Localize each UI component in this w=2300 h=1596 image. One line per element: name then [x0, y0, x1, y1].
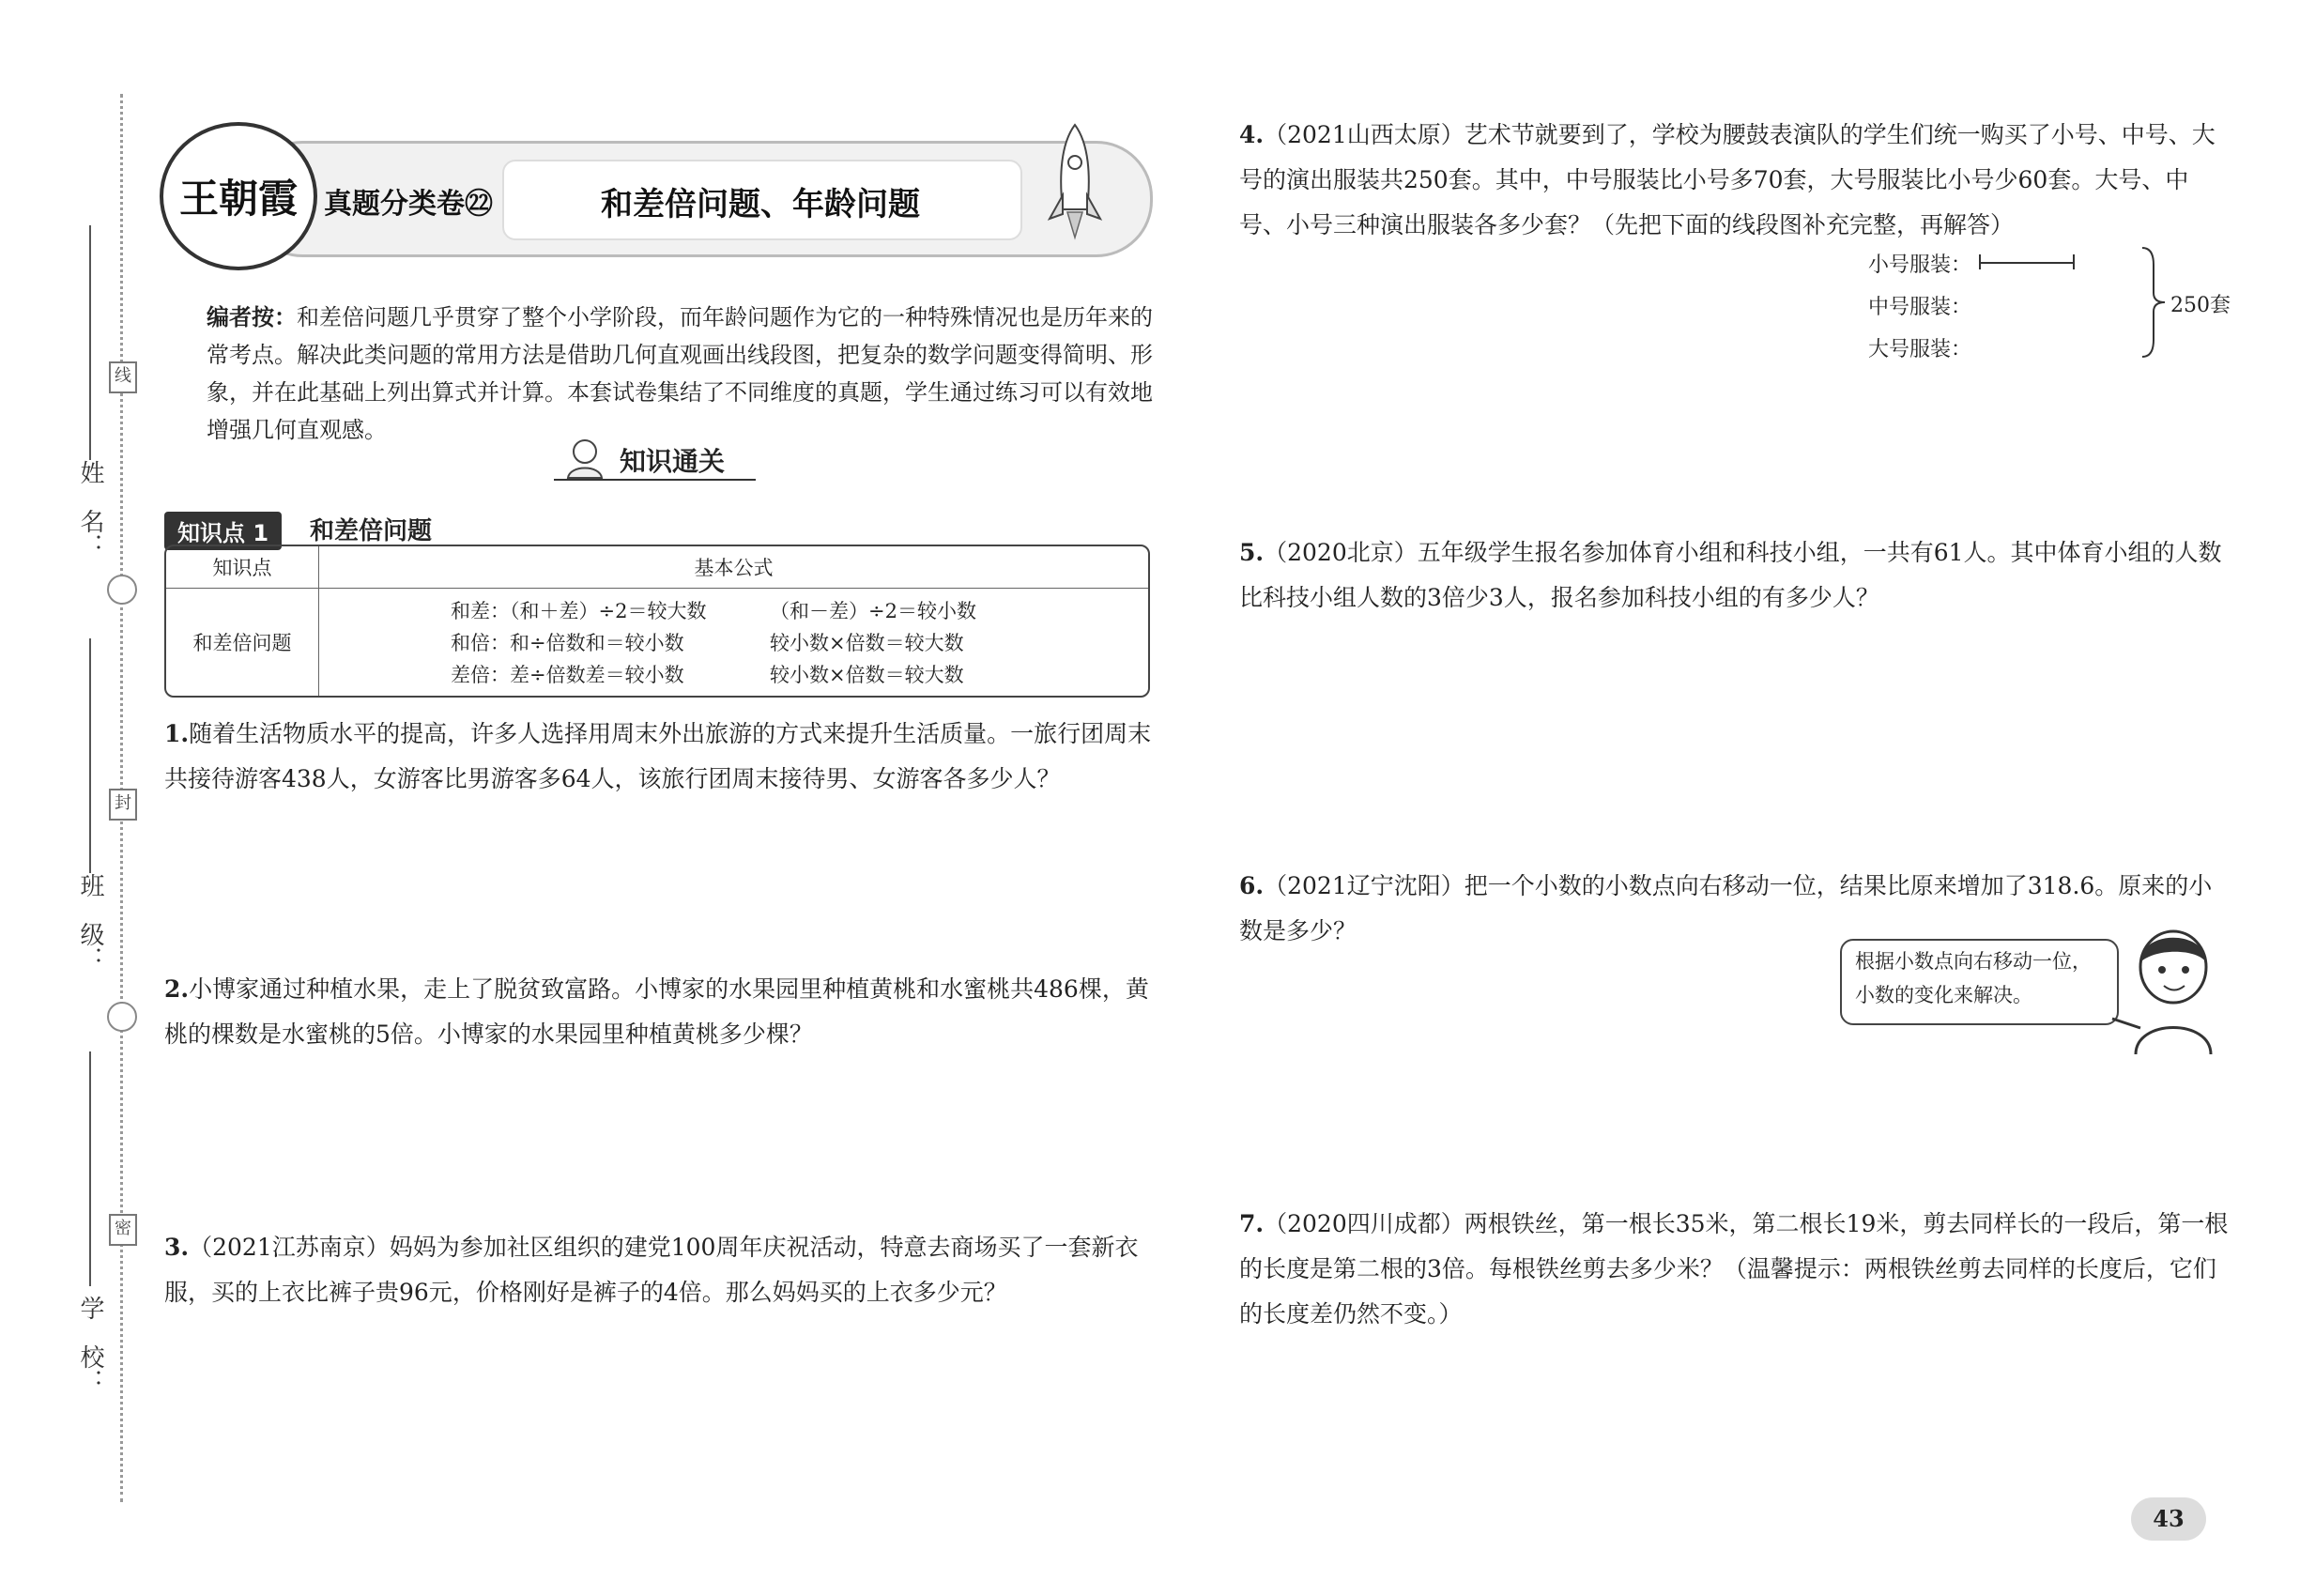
table-header: 基本公式 — [319, 546, 1148, 589]
question-number: 6. — [1239, 872, 1265, 899]
formula-table — [164, 545, 1150, 698]
knowledge-point-title: 和差倍问题 — [310, 517, 433, 545]
question-1 — [164, 712, 1155, 802]
diagram-large-label: 大号服装： — [1868, 338, 1972, 361]
seal-xian: 线 — [109, 361, 137, 393]
diagram-brace — [2140, 246, 2169, 359]
formula-cell — [319, 589, 1148, 696]
knowledge-point-tag: 知识点 1 — [164, 512, 282, 550]
school-line — [89, 1051, 91, 1286]
teacher-illustration — [2103, 925, 2234, 1056]
table-row-label: 和差倍问题 — [166, 589, 319, 696]
question-number: 4. — [1239, 121, 1265, 148]
question-number: 7. — [1239, 1210, 1265, 1237]
question-2 — [164, 967, 1155, 1057]
question-text: （2021江苏南京）妈妈为参加社区组织的建党100周年庆祝活动，特意去商场买了一套新衣服，买的上衣比裤子贵96元，价格刚好是裤子的4倍。那么妈妈买的上衣多少元？ — [164, 1234, 1139, 1306]
formula-text: （和－差）÷2＝较小数 — [770, 600, 976, 622]
question-text: 随着生活物质水平的提高，许多人选择用周末外出旅游的方式来提升生活质量。一旅行团周末共接待游客438人，女游客比男游客多64人，该旅行团周末接待男、女游客各多少人？ — [164, 720, 1152, 792]
editor-note — [207, 299, 1155, 449]
table-header: 知识点 — [166, 546, 319, 589]
binding-hole-2 — [107, 1002, 137, 1032]
binding-hole-1 — [107, 575, 137, 605]
editor-note-label: 编者按： — [207, 304, 297, 330]
class-label: 班 级： — [76, 873, 104, 971]
name-line — [89, 225, 91, 460]
question-text: （2020北京）五年级学生报名参加体育小组和科技小组，一共有61人。其中体育小组的人数比科技小组人数的3倍少3人，报名参加科技小组的有多少人？ — [1239, 539, 2222, 611]
diagram-tick — [1979, 254, 1981, 269]
diagram-medium-label: 中号服装： — [1868, 296, 1972, 319]
section-title: 知识通关 — [620, 446, 726, 477]
seal-feng: 封 — [109, 789, 137, 821]
question-text: （2021山西太原）艺术节就要到了，学校为腰鼓表演队的学生们统一购买了小号、中号、大号的演出服装共250套。其中，中号服装比小号多70套，大号服装比小号少60套。大号、中号、小号三种演出服装各多少套？（先把下面的线段图补充完整，再解答） — [1239, 121, 2216, 238]
question-5 — [1239, 530, 2230, 621]
diagram-small-segment — [1979, 262, 2073, 264]
diagram-total: 250套 — [2170, 294, 2231, 317]
paper-tag: 真题分类卷㉒ — [324, 188, 493, 221]
brand-logo — [160, 122, 317, 270]
table-row — [166, 589, 1148, 696]
class-line — [89, 638, 91, 873]
diagram-small-label: 小号服装： — [1868, 253, 1972, 277]
question-7 — [1239, 1202, 2230, 1337]
name-label: 姓 名： — [76, 460, 104, 558]
logo-text: 王朝霞 — [178, 176, 298, 222]
question-3 — [164, 1225, 1155, 1315]
question-number: 2. — [164, 975, 190, 1003]
hint-bubble: 根据小数点向右移动一位，小数的变化来解决。 — [1840, 939, 2119, 1025]
question-text: （2020四川成都）两根铁丝，第一根长35米，第二根长19米，剪去同样长的一段后，第一根的长度是第二根的3倍。每根铁丝剪去多少米？（温馨提示：两根铁丝剪去同样的长度后，它们的长度差仍然不变。） — [1239, 1210, 2229, 1327]
formula-text: 较小数×倍数＝较大数 — [770, 664, 964, 686]
school-label: 学 校： — [76, 1296, 104, 1393]
section-underline — [554, 479, 756, 481]
table-header-row — [166, 546, 1148, 589]
seal-mi: 密 — [109, 1214, 137, 1246]
astronaut-icon — [559, 437, 611, 479]
formula-text: 和差：（和＋差）÷2＝较大数 — [451, 600, 707, 622]
question-text: 小博家通过种植水果，走上了脱贫致富路。小博家的水果园里种植黄桃和水蜜桃共486棵，黄桃的棵数是水蜜桃的5倍。小博家的水果园里种植黄桃多少棵？ — [164, 975, 1149, 1048]
question-number: 5. — [1239, 539, 1265, 566]
formula-text: 较小数×倍数＝较大数 — [770, 632, 964, 654]
paper-title: 和差倍问题、年龄问题 — [601, 186, 920, 223]
diagram-tick — [2073, 254, 2075, 269]
formula-text: 和倍：和÷倍数和＝较小数 — [451, 632, 684, 654]
formula-text: 差倍：差÷倍数差＝较小数 — [451, 664, 684, 686]
question-4 — [1239, 113, 2230, 248]
question-text: （2021辽宁沈阳）把一个小数的小数点向右移动一位，结果比原来增加了318.6。原来的小数是多少？ — [1239, 872, 2213, 944]
page-number: 43 — [2131, 1497, 2206, 1541]
question-number: 3. — [164, 1234, 190, 1261]
rocket-icon — [1042, 120, 1108, 242]
editor-note-text: 和差倍问题几乎贯穿了整个小学阶段，而年龄问题作为它的一种特殊情况也是历年来的常考点。解决此类问题的常用方法是借助几何直观画出线段图，把复杂的数学问题变得简明、形象，并在此基础上列出算式并计算。本套试卷集结了不同维度的真题，学生通过练习可以有效地增强几何直观感。 — [207, 304, 1153, 443]
question-number: 1. — [164, 720, 190, 747]
